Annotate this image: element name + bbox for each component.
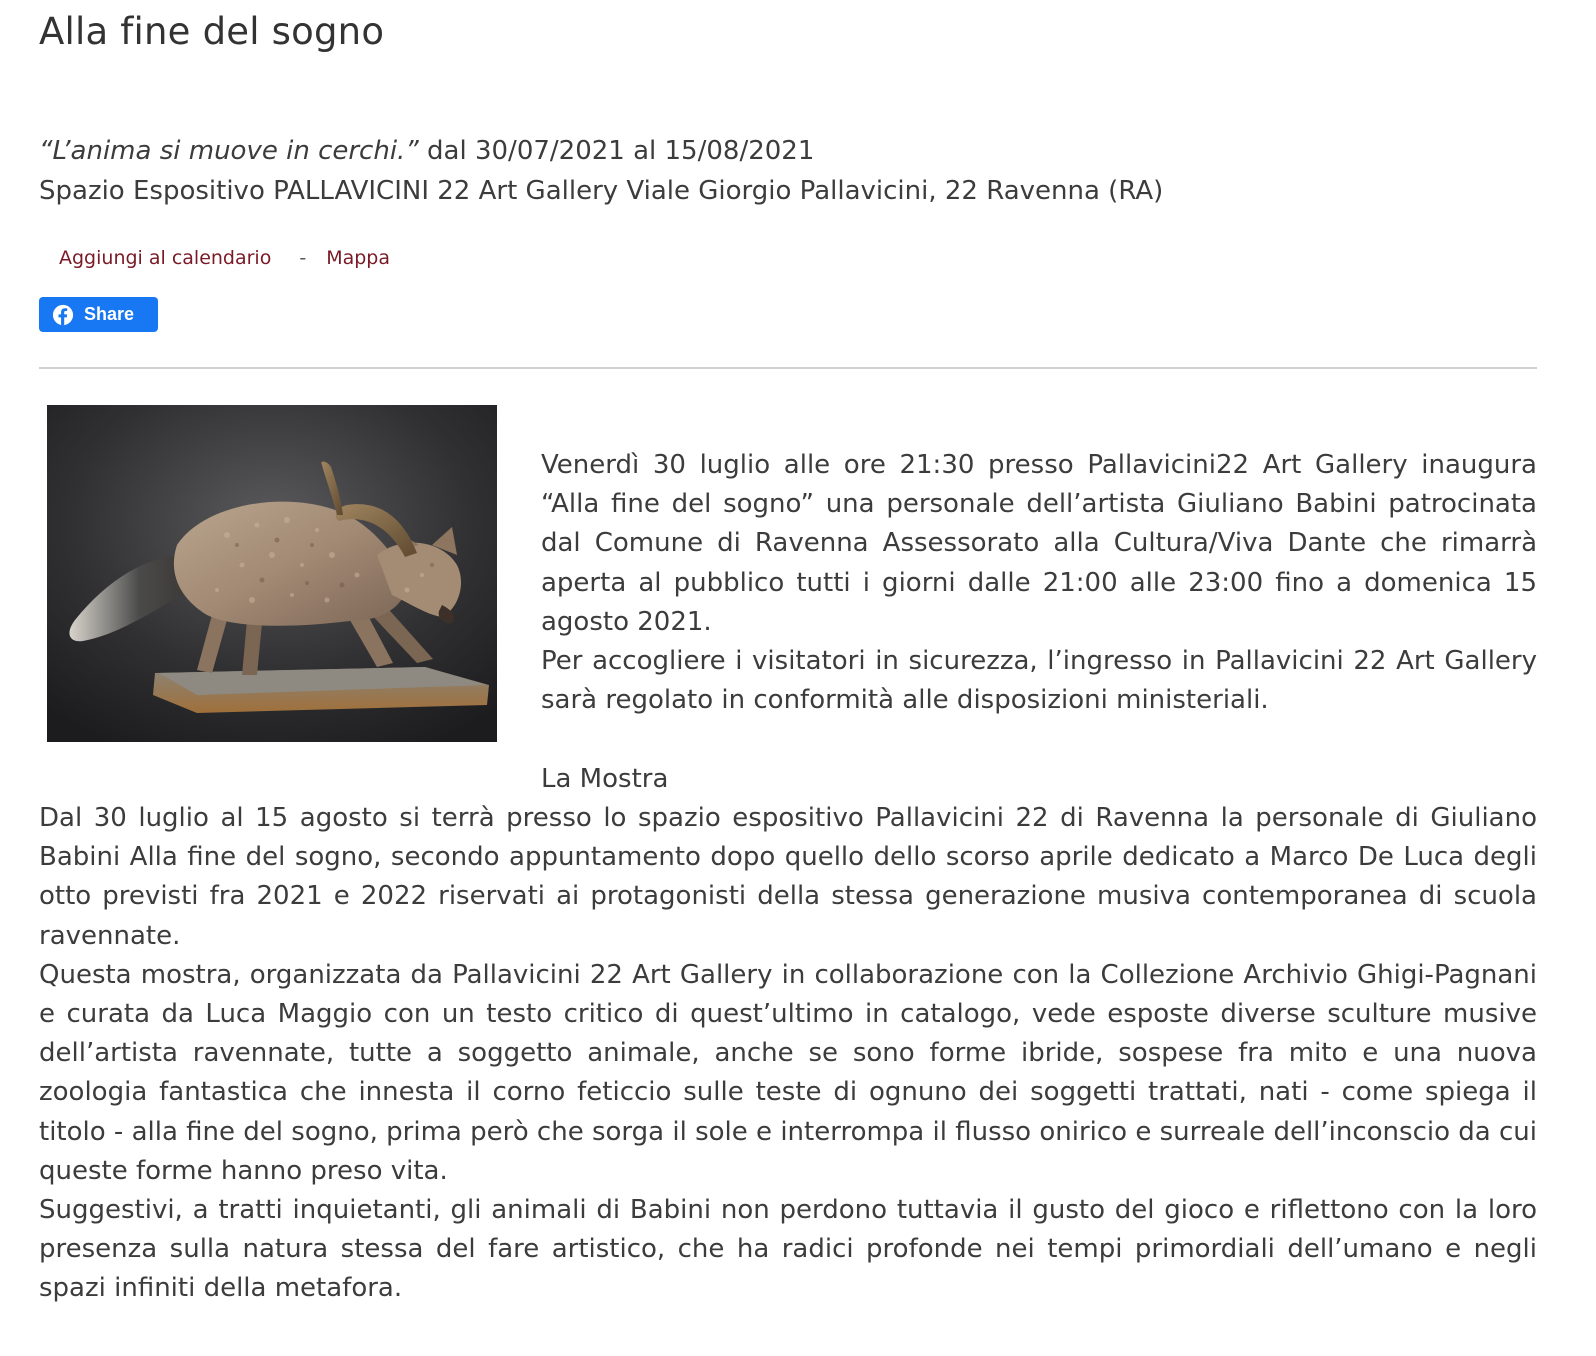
map-link[interactable]: Mappa xyxy=(326,247,391,269)
intro-paragraph: Per accogliere i visitatori in sicurezza, l’ingresso in Pallavicini 22 Art Gallery sarà regolato in conformità alle disposizioni ministeriali. xyxy=(541,646,1537,716)
body-paragraph: Dal 30 luglio al 15 agosto si terrà presso lo spazio espositivo Pallavicini 22 di Ravenna la personale di Giuliano Babini Alla fine del sogno, secondo appuntamento dopo quello dello scorso aprile dedicato a Marco De Luca degli otto previsti fra 2021 e 2022 riservati ai protagonisti della stessa generazione musiva contemporanea di scuola ravennate. xyxy=(39,803,1537,951)
artwork-image xyxy=(47,405,497,742)
page-title: Alla fine del sogno xyxy=(39,10,385,53)
event-date-line xyxy=(39,131,1163,171)
share-label: Share xyxy=(84,304,135,324)
facebook-share-button[interactable] xyxy=(39,297,158,332)
event-info xyxy=(39,131,1163,211)
intro-text xyxy=(541,446,1537,720)
event-dates: dal 30/07/2021 al 15/08/2021 xyxy=(427,136,815,166)
facebook-icon xyxy=(52,304,74,326)
intro-paragraph: Venerdì 30 luglio alle ore 21:30 presso Pallavicini22 Art Gallery inaugura “Alla fine del sogno” una personale dell’artista Giuliano Babini patrocinata dal Comune di Ravenna Assessorato alla Cultura/Viva Dante che rimarrà aperta al pubblico tutti i giorni dalle 21:00 alle 23:00 fino a domenica 15 agosto 2021. xyxy=(541,450,1537,637)
section-heading: La Mostra xyxy=(541,764,669,794)
event-motto: “L’anima si muove in cerchi.” xyxy=(39,136,419,166)
body-paragraph: Suggestivi, a tratti inquietanti, gli animali di Babini non perdono tuttavia il gusto del gioco e riflettono con la loro presenza sulla natura stessa del fare artistico, che ha radici profonde nei tempi primordiali dell’umano e negli spazi infiniti della metafora. xyxy=(39,1195,1537,1304)
body-text xyxy=(39,799,1537,1309)
event-links xyxy=(59,247,390,269)
divider xyxy=(39,367,1537,369)
add-to-calendar-link[interactable]: Aggiungi al calendario xyxy=(59,247,272,269)
body-paragraph: Questa mostra, organizzata da Pallavicini 22 Art Gallery in collaborazione con la Collezione Archivio Ghigi-Pagnani e curata da Luca Maggio con un testo critico di quest’ultimo in catalogo, vede esposte diverse sculture musive dell’artista ravennate, tutte a soggetto animale, anche se sono forme ibride, sospese fra mito e una nuova zoologia fantastica che innesta il corno feticcio sulle teste di ognuno dei soggetti trattati, nati - come spiega il titolo - alla fine del sogno, prima però che sorga il sole e interrompa il flusso onirico e surreale dell’inconscio da cui queste forme hanno preso vita. xyxy=(39,959,1537,1186)
event-venue: Spazio Espositivo PALLAVICINI 22 Art Gallery Viale Giorgio Pallavicini, 22 Ravenna (RA) xyxy=(39,176,1164,206)
link-separator: - xyxy=(299,247,307,269)
